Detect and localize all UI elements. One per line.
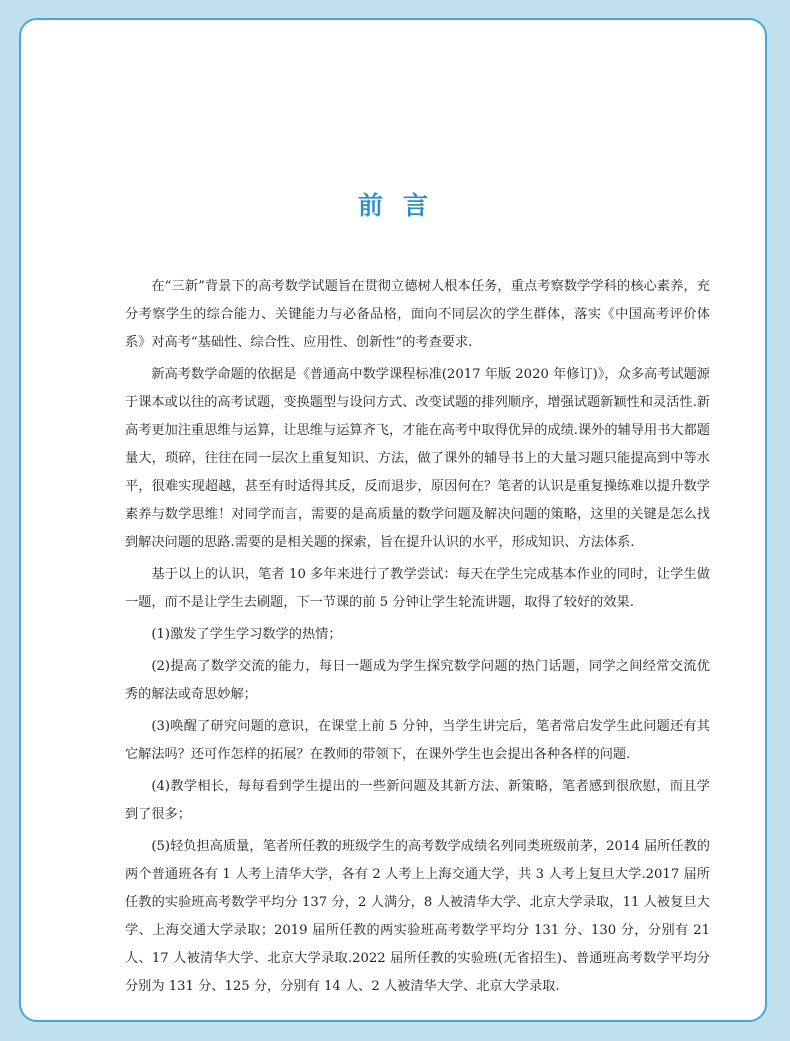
- paragraph-point-1: (1)激发了学生学习数学的热情；: [151, 627, 342, 642]
- preface-body: [125, 273, 710, 1005]
- paragraph-basis: 新高考数学命题的依据是《普通高中数学课程标准(2017 年版 2020 年修订)》，众多高考试题源于课本或以往的高考试题，变换题型与设问方式、改变试题的排列顺序，增强试题新颖性和灵活性.新高考更加注重思维与运算，让思维与运算齐飞，才能在高考中取得优异的成绩.课外的辅导用书大都题量大，琐碎，往往在同一层次上重复知识、方法，做了课外的辅导书上的大量习题只能提高到中等水平，很难实现超越，甚至有时适得其反，反而退步，原因何在？笔者的认识是重复操练难以提升数学素养与数学思维！对同学而言，需要的是高质量的数学问题及解决问题的策略，这里的关键是怎么找到解决问题的思路.需要的是相关题的探索，旨在提升认识的水平，形成知识、方法体系.: [125, 367, 710, 550]
- page-card: [19, 18, 767, 1022]
- page-title: 前言: [357, 191, 448, 220]
- paragraph-point-2: (2)提高了数学交流的能力，每日一题成为学生探究数学问题的热门话题，同学之间经常交流优秀的解法或奇思妙解；: [125, 659, 710, 702]
- paragraph-point-5: (5)轻负担高质量，笔者所任教的班级学生的高考数学成绩名列同类班级前茅，2014 届所任教的两个普通班各有 1 人考上清华大学，各有 2 人考上上海交通大学，共 3 人考上复旦大学.2017 届所任教的实验班高考数学平均分 137 分，2 人满分，8 人被清华大学、北京大学录取，11 人被复旦大学、上海交通大学录取；2019 届所任教的两实验班高考数学平均分 131 分、130 分，分别有 21 人、17 人被清华大学、北京大学录取.2022 届所任教的实验班(无省招生)、普通班高考数学平均分分别为 131 分、125 分，分别有 14 人、2 人被清华大学、北京大学录取.: [125, 839, 710, 994]
- paragraph-practice: 基于以上的认识，笔者 10 多年来进行了教学尝试：每天在学生完成基本作业的同时，让学生做一题，而不是让学生去刷题，下一节课的前 5 分钟让学生轮流讲题，取得了较好的效果.: [125, 567, 710, 610]
- paragraph-point-3: (3)唤醒了研究问题的意识，在课堂上前 5 分钟，当学生讲完后，笔者常启发学生此问题还有其它解法吗？还可作怎样的拓展？在教师的带领下，在课外学生也会提出各种各样的问题.: [125, 719, 710, 762]
- paragraph-point-4: (4)教学相长，每每看到学生提出的一些新问题及其新方法、新策略，笔者感到很欣慰，而且学到了很多；: [125, 779, 710, 822]
- paragraph-intro: 在“三新”背景下的高考数学试题旨在贯彻立德树人根本任务，重点考察数学学科的核心素养，充分考察学生的综合能力、关键能力与必备品格，面向不同层次的学生群体，落实《中国高考评价体系》对高考“基础性、综合性、应用性、创新性”的考查要求.: [125, 279, 710, 350]
